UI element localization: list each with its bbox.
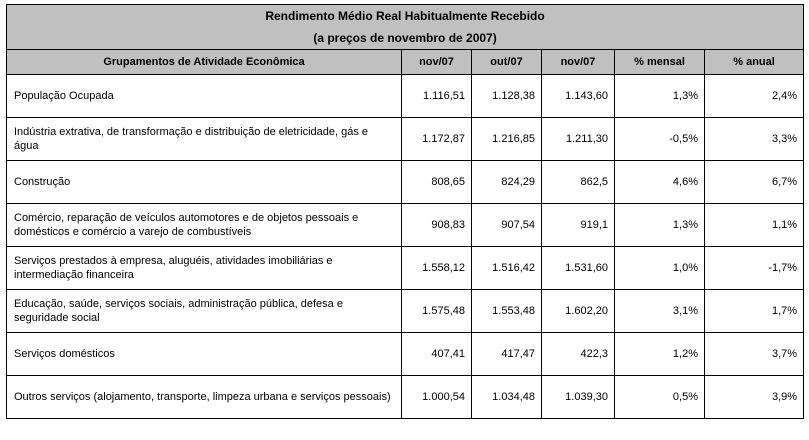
value-out07: 1.128,38 (472, 75, 542, 118)
income-table (6, 4, 804, 419)
row-label: Serviços prestados à empresa, aluguéis, atividades imobiliárias e intermediação financeira (7, 247, 402, 290)
value-out07: 1.516,42 (472, 247, 542, 290)
value-pct-annual: 3,9% (705, 376, 804, 419)
table-row (7, 204, 804, 247)
value-nov07-b: 1.039,30 (542, 376, 615, 419)
value-nov07-b: 1.531,60 (542, 247, 615, 290)
value-pct-annual: 2,4% (705, 75, 804, 118)
income-table-container (6, 4, 804, 419)
value-pct-monthly: 4,6% (615, 161, 705, 204)
value-out07: 1.034,48 (472, 376, 542, 419)
value-nov07-a: 1.575,48 (402, 290, 472, 333)
value-nov07-b: 919,1 (542, 204, 615, 247)
value-nov07-b: 422,3 (542, 333, 615, 376)
header-pct-annual: % anual (705, 50, 804, 75)
value-pct-monthly: 1,0% (615, 247, 705, 290)
value-nov07-a: 1.116,51 (402, 75, 472, 118)
value-pct-annual: 6,7% (705, 161, 804, 204)
value-pct-annual: 1,1% (705, 204, 804, 247)
value-nov07-b: 862,5 (542, 161, 615, 204)
table-row (7, 333, 804, 376)
header-pct-monthly: % mensal (615, 50, 705, 75)
row-label: Outros serviços (alojamento, transporte, limpeza urbana e serviços pessoais) (7, 376, 402, 419)
header-out07: out/07 (472, 50, 542, 75)
value-nov07-a: 1.558,12 (402, 247, 472, 290)
value-pct-monthly: 1,2% (615, 333, 705, 376)
value-pct-annual: 3,7% (705, 333, 804, 376)
value-pct-annual: 3,3% (705, 118, 804, 161)
value-nov07-b: 1.211,30 (542, 118, 615, 161)
value-pct-monthly: 1,3% (615, 75, 705, 118)
row-label: População Ocupada (7, 75, 402, 118)
value-nov07-a: 808,65 (402, 161, 472, 204)
row-label: Indústria extrativa, de transformação e distribuição de eletricidade, gás e água (7, 118, 402, 161)
value-nov07-b: 1.602,20 (542, 290, 615, 333)
value-out07: 824,29 (472, 161, 542, 204)
value-pct-monthly: 3,1% (615, 290, 705, 333)
value-out07: 907,54 (472, 204, 542, 247)
header-nov07-b: nov/07 (542, 50, 615, 75)
value-pct-monthly: -0,5% (615, 118, 705, 161)
table-subtitle: (a preços de novembro de 2007) (7, 27, 804, 50)
table-row (7, 118, 804, 161)
header-nov07-a: nov/07 (402, 50, 472, 75)
table-title: Rendimento Médio Real Habitualmente Recebido (7, 5, 804, 28)
value-nov07-b: 1.143,60 (542, 75, 615, 118)
value-pct-annual: -1,7% (705, 247, 804, 290)
row-label: Serviços domésticos (7, 333, 402, 376)
value-out07: 1.216,85 (472, 118, 542, 161)
value-out07: 417,47 (472, 333, 542, 376)
value-nov07-a: 407,41 (402, 333, 472, 376)
row-label: Construção (7, 161, 402, 204)
value-nov07-a: 1.172,87 (402, 118, 472, 161)
value-pct-annual: 1,7% (705, 290, 804, 333)
value-nov07-a: 908,83 (402, 204, 472, 247)
table-row (7, 376, 804, 419)
row-label: Comércio, reparação de veículos automotores e de objetos pessoais e domésticos e comércio a varejo de combustíveis (7, 204, 402, 247)
value-out07: 1.553,48 (472, 290, 542, 333)
table-row (7, 75, 804, 118)
table-row (7, 161, 804, 204)
value-nov07-a: 1.000,54 (402, 376, 472, 419)
header-row (7, 50, 804, 75)
value-pct-monthly: 0,5% (615, 376, 705, 419)
table-row (7, 290, 804, 333)
header-activity-group: Grupamentos de Atividade Econômica (7, 50, 402, 75)
value-pct-monthly: 1,3% (615, 204, 705, 247)
row-label: Educação, saúde, serviços sociais, administração pública, defesa e seguridade social (7, 290, 402, 333)
table-row (7, 247, 804, 290)
